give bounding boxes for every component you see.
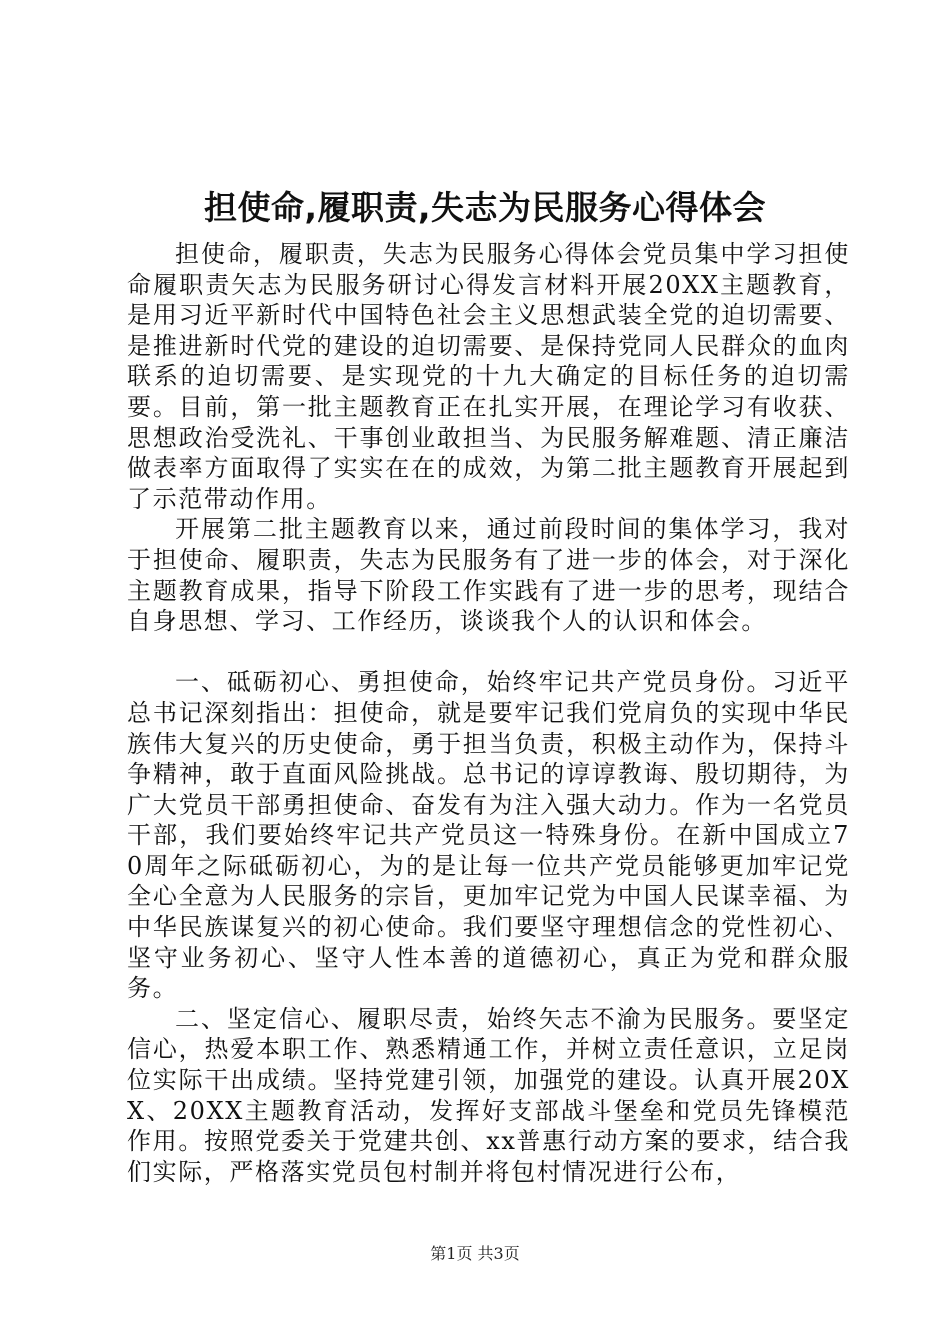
document-body	[127, 239, 850, 1187]
paragraph-intro: 担使命，履职责，失志为民服务心得体会党员集中学习担使命履职责矢志为民服务研讨心得发言材料开展20XX主题教育，是用习近平新时代中国特色社会主义思想武装全党的迫切需要、是推进新时代党的建设的迫切需要、是保持党同人民群众的血肉联系的迫切需要、是实现党的十九大确定的目标任务的迫切需要。目前，第一批主题教育正在扎实开展，在理论学习有收获、思想政治受洗礼、干事创业敢担当、为民服务解难题、清正廉洁做表率方面取得了实实在在的成效，为第二批主题教育开展起到了示范带动作用。	[127, 240, 850, 513]
page-number-footer: 第1页 共3页	[430, 1244, 520, 1263]
paragraph-section-one: 一、砥砺初心、勇担使命，始终牢记共产党员身份。习近平总书记深刻指出：担使命，就是要牢记我们党肩负的实现中华民族伟大复兴的历史使命，勇于担当负责，积极主动作为，保持斗争精神，敢于直面风险挑战。总书记的谆谆教诲、殷切期待，为广大党员干部勇担使命、奋发有为注入强大动力。作为一名党员干部，我们要始终牢记共产党员这一特殊身份。在新中国成立70周年之际砥砺初心，为的是让每一位共产党员能够更加牢记党全心全意为人民服务的宗旨，更加牢记党为中国人民谋幸福、为中华民族谋复兴的初心使命。我们要坚守理想信念的党性初心、坚守业务初心、坚守人性本善的道德初心，真正为党和群众服务。	[127, 668, 850, 1003]
paragraph-experience: 开展第二批主题教育以来，通过前段时间的集体学习，我对于担使命、履职责，失志为民服务有了进一步的体会，对于深化主题教育成果，指导下阶段工作实践有了进一步的思考，现结合自身思想、学习、工作经历，谈谈我个人的认识和体会。	[127, 515, 850, 636]
paragraph-spacer	[127, 637, 850, 668]
paragraph-section-two: 二、坚定信心、履职尽责，始终矢志不渝为民服务。要坚定信心，热爱本职工作、熟悉精通工作，并树立责任意识，立足岗位实际干出成绩。坚持党建引领，加强党的建设。认真开展20XX、20XX主题教育活动，发挥好支部战斗堡垒和党员先锋模范作用。按照党委关于党建共创、xx普惠行动方案的要求，结合我们实际，严格落实党员包村制并将包村情况进行公布，	[127, 1004, 850, 1186]
document-title: 担使命,履职责,失志为民服务心得体会	[203, 188, 767, 227]
